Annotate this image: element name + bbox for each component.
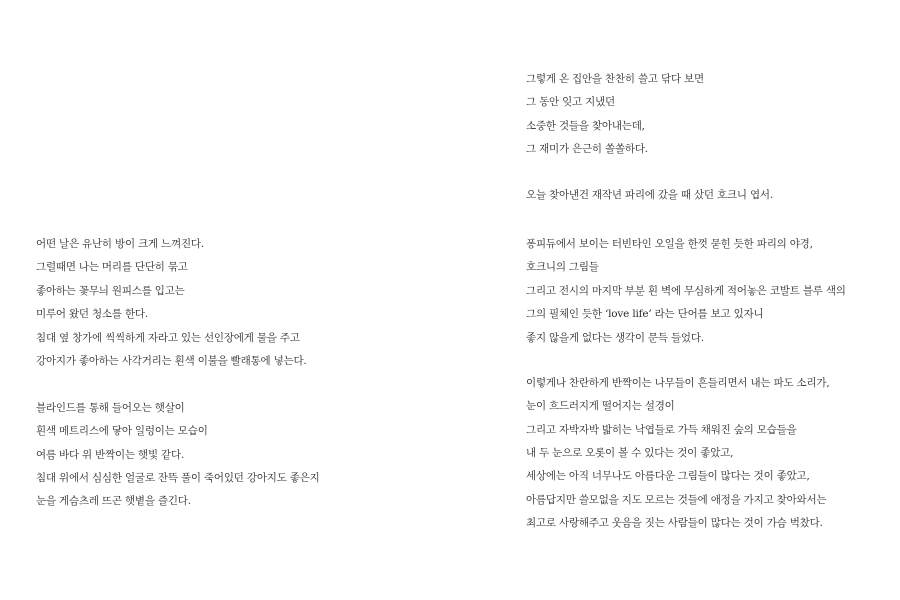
paragraph-gap <box>526 350 886 372</box>
text-line: 소중한 것들을 찾아내는데, <box>526 119 645 132</box>
text-line: 그럴때면 나는 머리를 단단히 묶고 <box>36 261 188 274</box>
text-line: 미루어 왔던 청소를 한다. <box>36 308 148 321</box>
right-paragraph-3 <box>526 233 886 350</box>
left-paragraph-1 <box>36 233 436 373</box>
text-line: 좋지 않을게 없다는 생각이 문득 들었다. <box>526 331 704 344</box>
right-paragraph-2 <box>526 184 886 207</box>
text-line: 그리고 자박자박 밟히는 낙엽들로 가득 채워진 숲의 모습들을 <box>526 423 797 436</box>
right-page-text <box>526 68 886 536</box>
text-line: 침대 옆 창가에 씩씩하게 자라고 있는 선인장에게 물을 주고 <box>36 331 300 344</box>
paragraph-gap <box>526 162 886 184</box>
text-line: 호크니의 그림들 <box>526 261 599 274</box>
text-line: 눈을 게슴츠레 뜨곤 햇볕을 즐긴다. <box>36 495 191 508</box>
text-line: 강아지가 좋아하는 사각거리는 흰색 이불을 빨래통에 넣는다. <box>36 354 307 367</box>
text-line: 오늘 찾아낸건 재작년 파리에 갔을 때 샀던 호크니 엽서. <box>526 188 773 201</box>
text-line: 그리고 전시의 마지막 부분 흰 벽에 무심하게 적어놓은 코발트 블루 색의 <box>526 284 846 297</box>
text-line: 어떤 날은 유난히 방이 크게 느껴진다. <box>36 238 204 250</box>
text-line: 여름 바다 위 반짝이는 햇빛 같다. <box>36 448 185 461</box>
text-line: 내 두 눈으로 오롯이 볼 수 있다는 것이 좋았고, <box>526 447 734 460</box>
text-line: 그 동안 잊고 지냈던 <box>526 96 615 109</box>
text-line: 침대 위에서 심심한 얼굴로 잔뜩 풀이 죽어있던 강아지도 좋은지 <box>36 471 320 484</box>
paragraph-gap <box>526 207 886 233</box>
text-line: 세상에는 아직 너무나도 아름다운 그림들이 많다는 것이 좋았고, <box>526 470 810 483</box>
text-line: 그 재미가 은근히 쏠쏠하다. <box>526 143 648 156</box>
text-line: 좋아하는 꽃무늬 원피스를 입고는 <box>36 284 185 297</box>
text-line: 아름답지만 쓸모없을 지도 모르는 것들에 애정을 가지고 찾아와서는 <box>526 493 827 506</box>
paragraph-gap <box>36 373 436 396</box>
right-paragraph-4 <box>526 372 886 536</box>
left-paragraph-2 <box>36 397 436 514</box>
text-line: 눈이 흐드러지게 떨어지는 설경이 <box>526 400 675 413</box>
text-line: 퐁피듀에서 보이는 터빈타인 오일을 한껏 묻힌 듯한 파리의 야경, <box>526 237 813 250</box>
text-line: 블라인드를 통해 들어오는 햇살이 <box>36 401 185 414</box>
text-line: 최고로 사랑해주고 웃음을 짓는 사람들이 많다는 것이 가슴 벅찼다. <box>526 517 823 530</box>
left-page-text <box>36 233 436 514</box>
text-line: 그의 필체인 듯한 ‘love life’ 라는 단어를 보고 있자니 <box>526 308 764 321</box>
right-paragraph-1 <box>526 68 886 162</box>
text-line: 흰색 메트리스에 닿아 일렁이는 모습이 <box>36 425 208 438</box>
text-line: 그렇게 온 집안을 찬찬히 쓸고 닦다 보면 <box>526 73 704 85</box>
text-line: 이렇게나 찬란하게 반짝이는 나무들이 흔들리면서 내는 파도 소리가, <box>526 376 830 389</box>
